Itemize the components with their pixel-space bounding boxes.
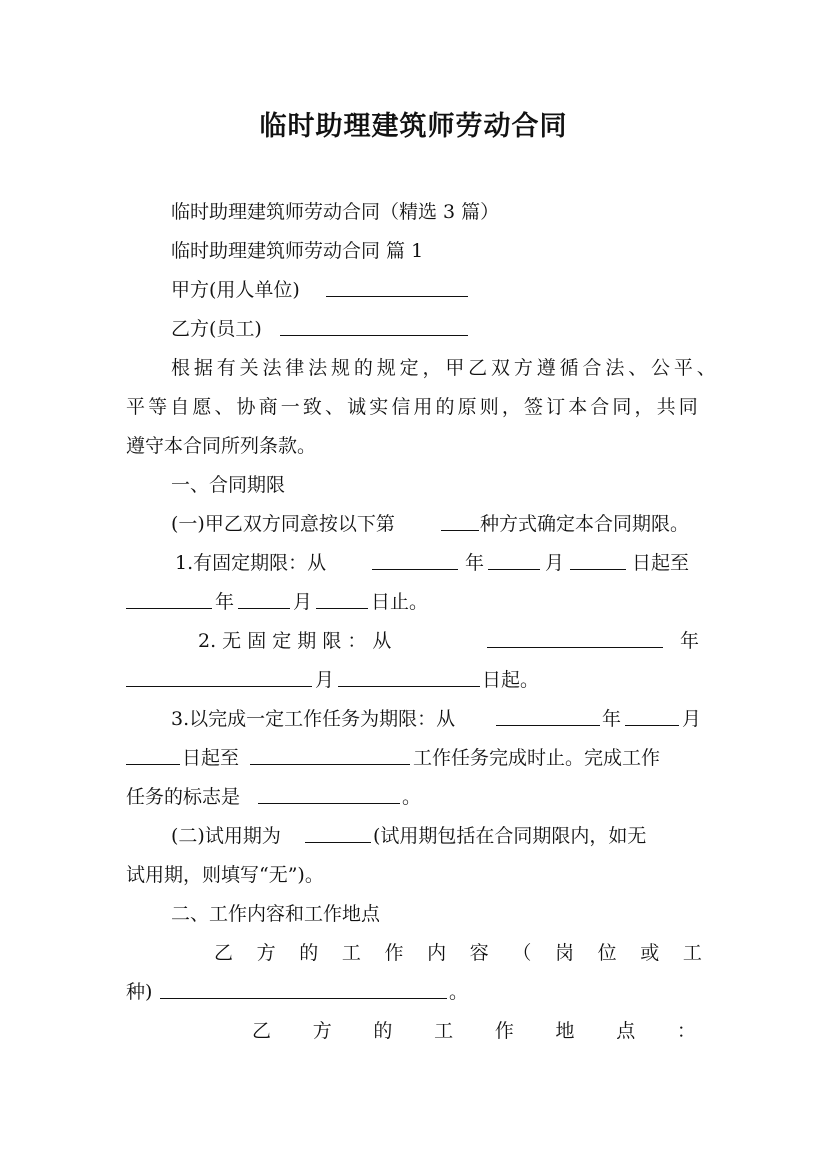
task-term-mark-label: 任务的标志是 bbox=[126, 786, 241, 808]
party-b-label: 乙方(员工) bbox=[171, 318, 262, 340]
task-term-line-1 bbox=[0, 705, 827, 733]
intro-line bbox=[0, 198, 827, 226]
fixed-term-line-2 bbox=[0, 588, 827, 616]
fixed-term-day-from: 日起至 bbox=[632, 552, 690, 574]
preamble-text-1: 根 据 有 关 法 律 法 规 的 规 定 ， 甲 乙 双 方 遵 循 合 法 、 公 平 、 bbox=[171, 357, 716, 379]
open-term-month: 月 bbox=[315, 669, 335, 691]
probation-suffix: (试用期包括在合同期限内，如无 bbox=[373, 825, 647, 847]
section2-line bbox=[0, 900, 827, 928]
work-place-line bbox=[0, 1017, 827, 1045]
part1-line bbox=[0, 237, 827, 265]
preamble-line-2 bbox=[0, 393, 827, 421]
work-content-text-1: 乙 方 的 工 作 内 容 （ 岗 位 或 工 bbox=[214, 942, 702, 964]
task-term-mark-blank bbox=[258, 783, 400, 804]
fixed-term-end-year-blank bbox=[126, 588, 212, 609]
fixed-term-end-month: 月 bbox=[293, 591, 313, 613]
fixed-term-end-month-blank bbox=[238, 588, 290, 609]
preamble-line-3 bbox=[0, 432, 827, 460]
task-term-done: 工作任务完成时止。完成工作 bbox=[413, 747, 661, 769]
task-term-line-3 bbox=[0, 783, 827, 811]
probation-text-2: 试用期，则填写“无”)。 bbox=[126, 864, 324, 886]
work-content-line-2 bbox=[0, 978, 827, 1006]
open-term-line-1 bbox=[0, 627, 827, 655]
party-a-line bbox=[0, 276, 827, 304]
fixed-term-day-blank bbox=[570, 549, 626, 570]
clause1-line bbox=[0, 510, 827, 538]
fixed-term-month: 月 bbox=[545, 552, 565, 574]
open-term-day-from: 日起。 bbox=[482, 669, 540, 691]
preamble-text-3: 遵守本合同所列条款。 bbox=[126, 435, 317, 457]
open-term-day-blank bbox=[338, 666, 480, 687]
party-b-blank bbox=[280, 315, 468, 336]
fixed-term-line-1 bbox=[0, 549, 827, 577]
task-term-line-2 bbox=[0, 744, 827, 772]
clause1-blank bbox=[441, 510, 479, 531]
fixed-term-year: 年 bbox=[465, 552, 485, 574]
work-content-end: 。 bbox=[449, 981, 469, 1003]
task-term-year: 年 bbox=[602, 708, 622, 730]
task-term-month: 月 bbox=[682, 708, 702, 730]
party-b-line bbox=[0, 315, 827, 343]
party-a-blank bbox=[326, 276, 468, 297]
task-term-task-blank bbox=[250, 744, 410, 765]
probation-line-1 bbox=[0, 822, 827, 850]
open-term-prefix: 2. 无 固 定 期 限 ： 从 bbox=[198, 630, 392, 652]
preamble-line-1 bbox=[0, 354, 827, 382]
probation-blank bbox=[305, 822, 371, 843]
party-a-label: 甲方(用人单位) bbox=[171, 279, 300, 301]
part1-heading: 临时助理建筑师劳动合同 篇 1 bbox=[171, 240, 424, 262]
open-term-line-2 bbox=[0, 666, 827, 694]
open-term-year: 年 bbox=[680, 630, 700, 652]
task-term-day-blank bbox=[126, 744, 180, 765]
clause1-text-b: 种方式确定本合同期限。 bbox=[480, 513, 690, 535]
work-content-blank bbox=[160, 978, 447, 999]
section1-line bbox=[0, 471, 827, 499]
probation-prefix: (二)试用期为 bbox=[171, 825, 281, 847]
clause1-text-a: (一)甲乙双方同意按以下第 bbox=[171, 513, 395, 535]
section2-title: 二、工作内容和工作地点 bbox=[171, 903, 381, 925]
section1-title: 一、合同期限 bbox=[171, 474, 286, 496]
intro-text: 临时助理建筑师劳动合同（精选 3 篇） bbox=[171, 201, 500, 223]
open-term-year-blank bbox=[487, 627, 663, 648]
task-term-year-blank bbox=[496, 705, 600, 726]
work-content-prefix: 种) bbox=[126, 981, 153, 1003]
fixed-term-month-blank bbox=[488, 549, 540, 570]
preamble-text-2: 平 等 自 愿 、 协 商 一 致 、 诚 实 信 用 的 原 则 ， 签 订 本 合 同 ， 共 同 bbox=[126, 396, 698, 418]
task-term-prefix: 3.以完成一定工作任务为期限：从 bbox=[171, 708, 456, 730]
fixed-term-year-blank bbox=[372, 549, 458, 570]
fixed-term-day-end: 日止。 bbox=[371, 591, 429, 613]
probation-line-2 bbox=[0, 861, 827, 889]
work-place-text: 乙 方 的 工 作 地 点 ： bbox=[252, 1020, 696, 1042]
task-term-period: 。 bbox=[402, 786, 422, 808]
task-term-month-blank bbox=[625, 705, 679, 726]
work-content-line-1 bbox=[0, 939, 827, 967]
fixed-term-prefix: 1.有固定期限：从 bbox=[175, 552, 327, 574]
fixed-term-end-year: 年 bbox=[215, 591, 235, 613]
fixed-term-end-day-blank bbox=[316, 588, 368, 609]
task-term-day-to: 日起至 bbox=[182, 747, 240, 769]
open-term-month-blank bbox=[126, 666, 312, 687]
page-title: 临时助理建筑师劳动合同 bbox=[259, 111, 568, 142]
